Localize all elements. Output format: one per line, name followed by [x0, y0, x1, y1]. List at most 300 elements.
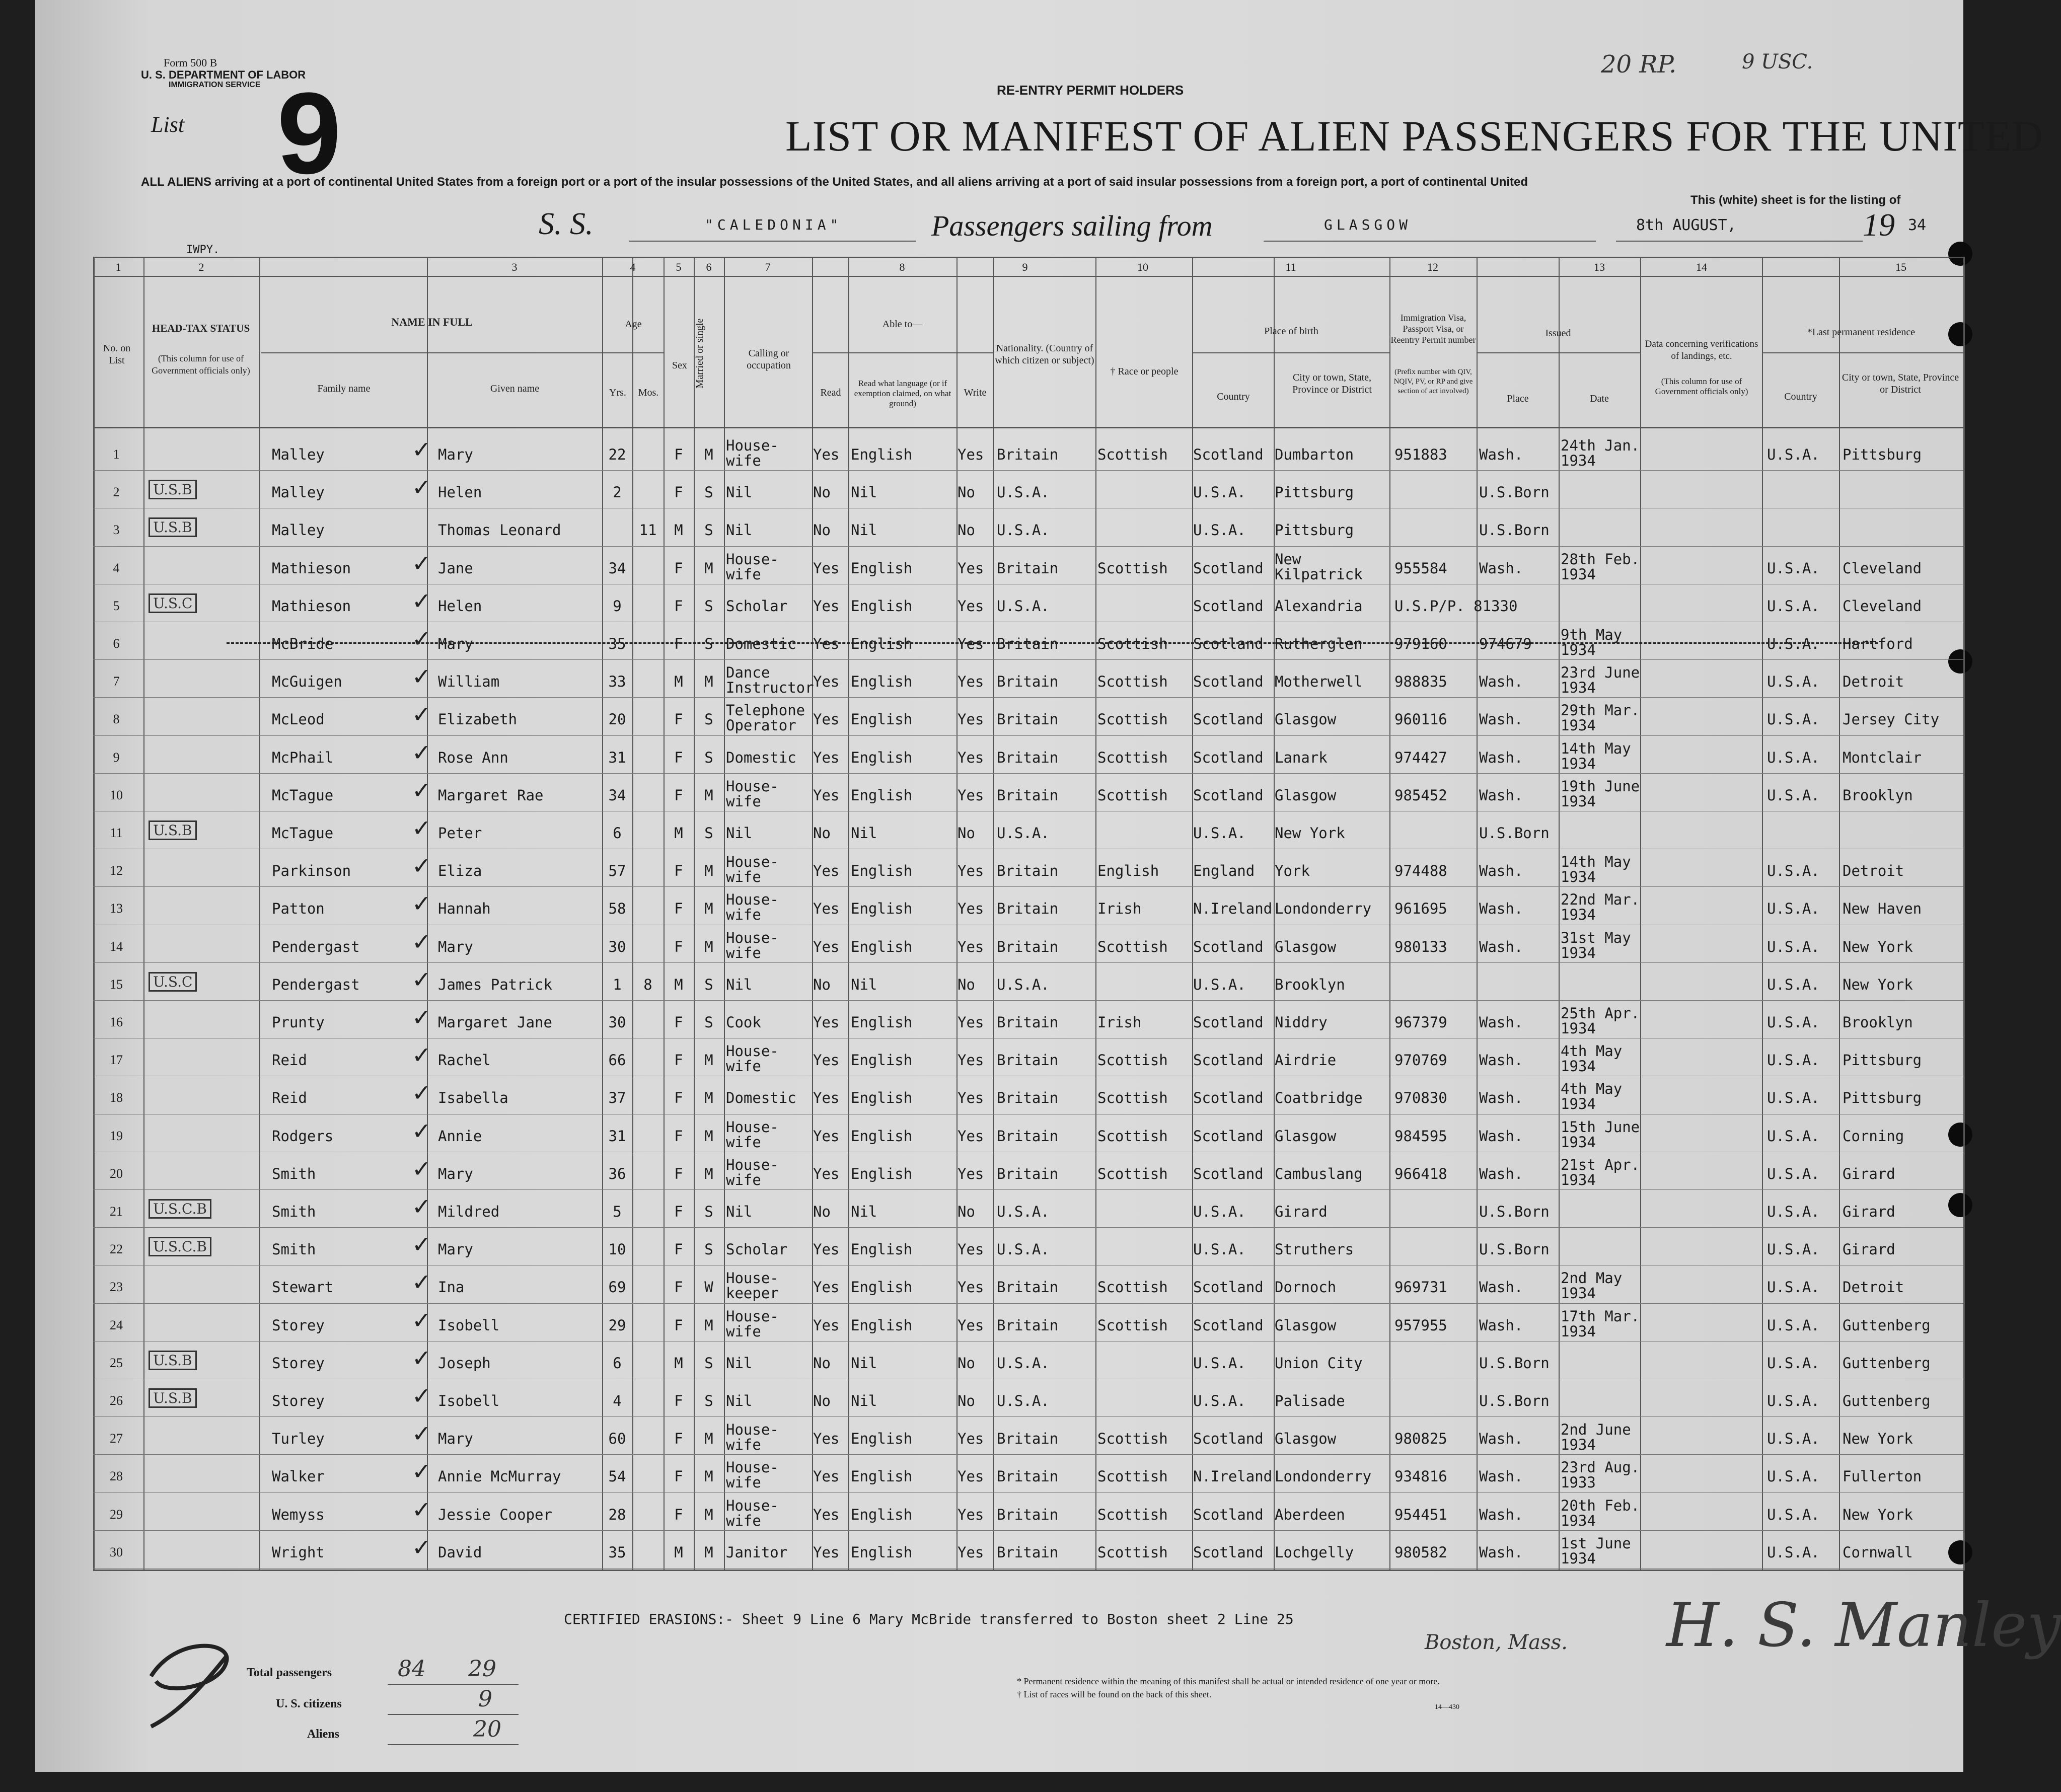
cell-country: N.Ireland: [1193, 900, 1273, 918]
cell-res-city: New Haven: [1843, 900, 1922, 918]
cell-res-country: U.S.A.: [1767, 1392, 1820, 1409]
cell-date: 31st May 1934: [1561, 929, 1631, 961]
cell-city: Glasgow: [1275, 1316, 1337, 1334]
cell-yrs: 57: [608, 862, 626, 880]
cell-nat: Britain: [997, 786, 1059, 804]
check-mark-icon: ✓: [412, 1079, 431, 1107]
cell-no: 19: [110, 1128, 123, 1143]
cell-country: Scotland: [1193, 559, 1264, 577]
cell-given: Rachel: [438, 1052, 491, 1069]
cell-res-city: Guttenberg: [1843, 1316, 1931, 1334]
cell-calling: House- wife: [726, 1497, 779, 1529]
cell-read: Yes: [813, 1506, 840, 1523]
cell-sex: F: [674, 900, 683, 918]
check-mark-icon: ✓: [412, 1496, 431, 1523]
column-number: 15: [1895, 261, 1906, 273]
cell-no: 5: [113, 598, 120, 613]
cell-lang: English: [851, 749, 913, 766]
cell-visa: 955584: [1394, 559, 1447, 577]
header-issued-place: Place: [1507, 393, 1529, 404]
cell-no: 28: [110, 1469, 123, 1484]
cell-sex: M: [674, 1354, 683, 1372]
cell-yrs: 30: [608, 1014, 626, 1031]
cell-place: Wash.: [1479, 938, 1523, 955]
cell-lang: Nil: [851, 1203, 877, 1220]
cell-res-country: U.S.A.: [1767, 1203, 1820, 1220]
cell-calling: Domestic: [726, 1089, 796, 1107]
cell-yrs: 22: [608, 446, 626, 463]
cell-family: Reid: [272, 1052, 307, 1069]
cell-nat: Britain: [997, 1506, 1059, 1523]
cell-nat: Britain: [997, 1089, 1059, 1107]
cell-ms: M: [704, 1052, 713, 1069]
cell-family: Patton: [272, 900, 325, 918]
cell-read: Yes: [813, 1543, 840, 1561]
cell-race: Scottish: [1097, 1052, 1168, 1069]
cell-ms: S: [704, 1392, 713, 1409]
cell-write: Yes: [958, 1430, 984, 1448]
cell-ms: S: [704, 1203, 713, 1220]
header-last-residence: *Last permanent residence: [1807, 327, 1916, 338]
cell-visa: 934816: [1394, 1468, 1447, 1485]
cell-read: Yes: [813, 900, 840, 918]
cell-lang: English: [851, 900, 913, 918]
service: IMMIGRATION SERVICE: [169, 81, 261, 89]
cell-given: Eliza: [438, 862, 482, 880]
cell-city: Union City: [1275, 1354, 1363, 1372]
cell-res-country: U.S.A.: [1767, 1014, 1820, 1031]
cell-place: Wash.: [1479, 749, 1523, 766]
cell-sex: F: [674, 635, 683, 652]
cell-family: Parkinson: [272, 862, 351, 880]
cell-read: No: [813, 825, 831, 842]
cell-city: Dumbarton: [1275, 446, 1354, 463]
cell-ms: M: [704, 786, 713, 804]
cell-calling: Scholar: [726, 1241, 788, 1258]
header-data-note: (This column for use of Government officials only): [1655, 377, 1748, 396]
cell-sex: F: [674, 1430, 683, 1448]
cell-read: Yes: [813, 597, 840, 615]
cell-ms: M: [704, 1468, 713, 1485]
cell-no: 8: [113, 712, 120, 727]
cell-res-country: U.S.A.: [1767, 1354, 1820, 1372]
cell-no: 23: [110, 1280, 123, 1295]
cell-visa: 984595: [1394, 1127, 1447, 1145]
check-mark-icon: ✓: [412, 1382, 431, 1409]
cell-sex: F: [674, 1506, 683, 1523]
cell-nat: Britain: [997, 1316, 1059, 1334]
cell-visa: 969731: [1394, 1279, 1447, 1296]
cell-place: Wash.: [1479, 786, 1523, 804]
cell-yrs: 34: [608, 559, 626, 577]
header-res-city: City or town, State, Province or District: [1842, 372, 1959, 395]
cell-no: 13: [110, 901, 123, 916]
cell-nat: Britain: [997, 635, 1059, 652]
cell-country: U.S.A.: [1193, 1203, 1246, 1220]
cell-res-country: U.S.A.: [1767, 711, 1820, 728]
cell-ms: M: [704, 559, 713, 577]
cell-date: 14th May 1934: [1561, 739, 1631, 772]
cell-read: Yes: [813, 938, 840, 955]
cell-write: Yes: [958, 1089, 984, 1107]
cell-nat: Britain: [997, 711, 1059, 728]
cell-no: 2: [113, 485, 120, 500]
cell-res-country: U.S.A.: [1767, 597, 1820, 615]
cell-calling: Janitor: [726, 1543, 788, 1561]
cell-family: Storey: [272, 1392, 325, 1409]
footnote-races: † List of races will be found on the back of this sheet.: [1017, 1689, 1212, 1699]
cell-yrs: 60: [608, 1430, 626, 1448]
cell-calling: House- wife: [726, 550, 779, 583]
cell-res-city: Cleveland: [1843, 559, 1922, 577]
cell-ms: M: [704, 1165, 713, 1182]
cell-read: Yes: [813, 862, 840, 880]
list-label: List: [151, 112, 185, 137]
cell-country: U.S.A.: [1193, 484, 1246, 501]
cell-visa: 974427: [1394, 749, 1447, 766]
cell-yrs: 20: [608, 711, 626, 728]
cell-city: Coatbridge: [1275, 1089, 1363, 1107]
cell-read: Yes: [813, 1468, 840, 1485]
column-number: 4: [630, 261, 636, 273]
cell-sex: M: [674, 673, 683, 691]
cell-lang: English: [851, 1543, 913, 1561]
cell-read: Yes: [813, 1127, 840, 1145]
cell-lang: English: [851, 673, 913, 691]
header-res-country: Country: [1784, 391, 1817, 402]
cell-given: Mary: [438, 938, 473, 955]
cell-lang: English: [851, 1165, 913, 1182]
table-row: [35, 849, 1963, 887]
cell-place: U.S.Born: [1479, 484, 1550, 501]
cell-yrs: 6: [613, 1354, 622, 1372]
cell-sex: F: [674, 862, 683, 880]
cell-res-city: Girard: [1843, 1203, 1895, 1220]
cell-write: Yes: [958, 673, 984, 691]
sailing-label: Passengers sailing from: [931, 209, 1213, 242]
cell-calling: Scholar: [726, 597, 788, 615]
footnote-residence: * Permanent residence within the meaning of this manifest shall be actual or intended residence of one year or more.: [1017, 1676, 1440, 1686]
cell-no: 16: [110, 1015, 123, 1029]
officer-signature: H. S. Manley: [1666, 1591, 2061, 1661]
table-row: [35, 736, 1963, 774]
cell-res-city: Guttenberg: [1843, 1354, 1931, 1372]
department: U. S. DEPARTMENT OF LABOR: [141, 68, 306, 81]
cell-family: Walker: [272, 1468, 325, 1485]
cell-family: Smith: [272, 1203, 316, 1220]
cell-given: Jessie Cooper: [438, 1506, 552, 1523]
cell-place: U.S.Born: [1479, 1354, 1550, 1372]
cell-city: Glasgow: [1275, 1127, 1337, 1145]
cell-visa: 979160: [1394, 635, 1447, 652]
table-row: [35, 622, 1963, 660]
cell-country: Scotland: [1193, 786, 1264, 804]
cell-race: Irish: [1097, 1014, 1142, 1031]
column-number: 9: [1022, 261, 1028, 273]
cell-city: Londonderry: [1275, 900, 1372, 918]
cell-sex: F: [674, 446, 683, 463]
cell-res-country: U.S.A.: [1767, 1165, 1820, 1182]
cell-no: 3: [113, 522, 120, 538]
cell-date: 23rd June 1934: [1561, 664, 1640, 697]
cell-write: No: [958, 976, 975, 993]
cell-write: Yes: [958, 1543, 984, 1561]
cell-no: 7: [113, 674, 120, 689]
cell-sex: F: [674, 484, 683, 501]
header-write: Write: [964, 387, 987, 398]
cell-sex: F: [674, 559, 683, 577]
check-mark-icon: ✓: [412, 814, 431, 842]
cell-family: Pendergast: [272, 938, 360, 955]
cell-res-country: U.S.A.: [1767, 1127, 1820, 1145]
cell-no: 1: [113, 447, 120, 462]
table-row: [35, 1341, 1963, 1379]
cell-res-city: Guttenberg: [1843, 1392, 1931, 1409]
cell-write: Yes: [958, 1506, 984, 1523]
cell-lang: English: [851, 1279, 913, 1296]
cell-visa: 980582: [1394, 1543, 1447, 1561]
cell-race: Scottish: [1097, 1316, 1168, 1334]
cell-no: 15: [110, 977, 123, 992]
cell-lang: English: [851, 446, 913, 463]
header-read-language: Read what language (or if exemption claimed, on what ground): [854, 379, 951, 408]
cell-res-country: U.S.A.: [1767, 1316, 1820, 1334]
cell-lang: English: [851, 938, 913, 955]
check-mark-icon: ✓: [412, 1117, 431, 1145]
cell-lang: Nil: [851, 484, 877, 501]
cell-date: 2nd June 1934: [1561, 1421, 1631, 1454]
cell-race: Scottish: [1097, 1468, 1168, 1485]
cell-read: Yes: [813, 559, 840, 577]
check-mark-icon: ✓: [412, 1193, 431, 1220]
cell-yrs: 10: [608, 1241, 626, 1258]
cell-place: U.S.Born: [1479, 825, 1550, 842]
punch-hole: [1948, 242, 1972, 266]
check-mark-icon: ✓: [412, 1231, 431, 1258]
cell-date: 17th Mar. 1934: [1561, 1307, 1640, 1340]
cell-family: Storey: [272, 1354, 325, 1372]
us-citizens-value: 9: [478, 1686, 492, 1712]
cell-yrs: 69: [608, 1279, 626, 1296]
cell-calling: Nil: [726, 1203, 753, 1220]
cell-ms: S: [704, 749, 713, 766]
cell-country: Scotland: [1193, 1430, 1264, 1448]
cell-city: Alexandria: [1275, 597, 1363, 615]
cell-visa: 960116: [1394, 711, 1447, 728]
column-number: 13: [1594, 261, 1605, 273]
column-number: 3: [511, 261, 518, 273]
cell-country: Scotland: [1193, 1279, 1264, 1296]
cell-read: Yes: [813, 1430, 840, 1448]
reentry-header: RE-ENTRY PERMIT HOLDERS: [997, 83, 1184, 98]
cell-yrs: 35: [608, 635, 626, 652]
head-tax-stamp: U.S.C: [149, 972, 197, 992]
cell-race: English: [1097, 862, 1159, 880]
cell-write: Yes: [958, 900, 984, 918]
cell-write: Yes: [958, 711, 984, 728]
cell-family: Malley: [272, 484, 325, 501]
cell-read: Yes: [813, 1279, 840, 1296]
cell-res-country: U.S.A.: [1767, 1430, 1820, 1448]
cell-sex: M: [674, 1543, 683, 1561]
cell-given: Peter: [438, 825, 482, 842]
cell-sex: M: [674, 976, 683, 993]
cell-given: Helen: [438, 484, 482, 501]
cell-race: Scottish: [1097, 559, 1168, 577]
head-tax-stamp: U.S.B: [149, 1388, 197, 1408]
cell-visa: 954451: [1394, 1506, 1447, 1523]
cell-res-country: U.S.A.: [1767, 446, 1820, 463]
cell-write: Yes: [958, 1241, 984, 1258]
manifest-subtitle: ALL ALIENS arriving at a port of continental United States from a foreign port or a port of the insular possessions of the United States, and all aliens arriving at a port of said insular possessions from a foreign port, a port of continental United: [141, 175, 1528, 189]
cell-calling: Nil: [726, 521, 753, 539]
cell-ms: M: [704, 1127, 713, 1145]
cell-nat: U.S.A.: [997, 1241, 1050, 1258]
cell-date: 23rd Aug. 1933: [1561, 1459, 1640, 1491]
cell-date: 21st Apr. 1934: [1561, 1156, 1640, 1188]
cell-ms: M: [704, 1543, 713, 1561]
cell-city: Glasgow: [1275, 786, 1337, 804]
cell-city: Lanark: [1275, 749, 1328, 766]
cell-place: Wash.: [1479, 1014, 1523, 1031]
head-tax-stamp: U.S.B: [149, 480, 197, 499]
cell-res-city: Montclair: [1843, 749, 1922, 766]
table-row: [35, 774, 1963, 811]
cell-lang: English: [851, 1468, 913, 1485]
table-row: [35, 1493, 1963, 1531]
cell-sex: M: [674, 521, 683, 539]
cell-sex: M: [674, 825, 683, 842]
cell-given: Jane: [438, 559, 473, 577]
manifest-title: LIST OR MANIFEST OF ALIEN PASSENGERS FOR THE UNITED: [785, 112, 2044, 160]
cell-date: 24th Jan. 1934: [1561, 437, 1640, 469]
cell-given: Mary: [438, 1241, 473, 1258]
cell-yrs: 35: [608, 1543, 626, 1561]
header-no-on-list: No. on List: [103, 343, 131, 366]
header-yrs: Yrs.: [609, 387, 626, 398]
cell-visa: 967379: [1394, 1014, 1447, 1031]
cell-family: Reid: [272, 1089, 307, 1107]
cell-calling: House- wife: [726, 1118, 779, 1151]
cell-sex: F: [674, 938, 683, 955]
cell-family: Malley: [272, 521, 325, 539]
cell-res-city: Jersey City: [1843, 711, 1940, 728]
cell-read: No: [813, 484, 831, 501]
cell-calling: Telephone Operator: [726, 702, 805, 734]
cell-family: Pendergast: [272, 976, 360, 993]
cell-given: Elizabeth: [438, 711, 518, 728]
cell-race: Scottish: [1097, 1089, 1168, 1107]
cell-lang: English: [851, 1052, 913, 1069]
cell-lang: English: [851, 559, 913, 577]
ship-name: "CALEDONIA": [705, 216, 843, 233]
check-mark-icon: ✓: [412, 625, 431, 652]
cell-yrs: 2: [613, 484, 622, 501]
cell-given: Mary: [438, 1430, 473, 1448]
cell-yrs: 54: [608, 1468, 626, 1485]
cell-res-country: U.S.A.: [1767, 673, 1820, 691]
cell-given: Mary: [438, 635, 473, 652]
cell-res-country: U.S.A.: [1767, 749, 1820, 766]
cell-nat: U.S.A.: [997, 521, 1050, 539]
check-mark-icon: ✓: [412, 701, 431, 728]
cell-given: Margaret Jane: [438, 1014, 552, 1031]
cell-sex: F: [674, 1052, 683, 1069]
aliens-value: 20: [473, 1716, 501, 1742]
cell-place: 974679: [1479, 635, 1532, 652]
column-number: 1: [115, 261, 121, 273]
cell-ms: M: [704, 1089, 713, 1107]
cell-city: New York: [1275, 825, 1345, 842]
cell-city: Cambuslang: [1275, 1165, 1363, 1182]
check-mark-icon: ✓: [412, 890, 431, 918]
cell-race: Scottish: [1097, 1506, 1168, 1523]
cell-place: Wash.: [1479, 1506, 1523, 1523]
cell-city: Pittsburg: [1275, 521, 1354, 539]
cell-yrs: 5: [613, 1203, 622, 1220]
cell-read: No: [813, 1392, 831, 1409]
cell-city: Rutherglen: [1275, 635, 1363, 652]
cell-res-country: U.S.A.: [1767, 786, 1820, 804]
header-head-tax-note: (This column for use of Government officials only): [152, 353, 250, 376]
cell-country: Scotland: [1193, 1316, 1264, 1334]
cell-write: Yes: [958, 559, 984, 577]
cell-calling: House- wife: [726, 1307, 779, 1340]
cell-res-city: Cleveland: [1843, 597, 1922, 615]
cell-read: Yes: [813, 711, 840, 728]
cell-date: 4th May 1934: [1561, 1080, 1623, 1113]
cell-ms: S: [704, 1241, 713, 1258]
port-name: GLASGOW: [1324, 216, 1412, 233]
table-row: [35, 1379, 1963, 1417]
cell-country: Scotland: [1193, 1089, 1264, 1107]
cell-res-country: U.S.A.: [1767, 1052, 1820, 1069]
form-number: Form 500 B: [164, 56, 217, 69]
cell-read: No: [813, 521, 831, 539]
cell-res-city: Girard: [1843, 1165, 1895, 1182]
cell-write: Yes: [958, 1165, 984, 1182]
cell-read: Yes: [813, 1316, 840, 1334]
cell-city: Palisade: [1275, 1392, 1345, 1409]
cell-city: Airdrie: [1275, 1052, 1337, 1069]
table-row: [35, 1455, 1963, 1492]
cell-sex: F: [674, 1014, 683, 1031]
cell-no: 14: [110, 939, 123, 954]
cell-date: 1st June 1934: [1561, 1534, 1631, 1567]
check-mark-icon: ✓: [412, 663, 431, 691]
cell-visa: 985452: [1394, 786, 1447, 804]
cell-city: Glasgow: [1275, 938, 1337, 955]
cell-place: U.S.Born: [1479, 1241, 1550, 1258]
cell-nat: Britain: [997, 900, 1059, 918]
head-tax-stamp: U.S.C.B: [149, 1199, 211, 1219]
cell-lang: Nil: [851, 1354, 877, 1372]
cell-given: Isobell: [438, 1392, 500, 1409]
cell-family: Mathieson: [272, 597, 351, 615]
head-tax-stamp: U.S.B: [149, 517, 197, 537]
cell-city: York: [1275, 862, 1310, 880]
cell-lang: English: [851, 1014, 913, 1031]
cell-given: William: [438, 673, 500, 691]
cell-race: Scottish: [1097, 1279, 1168, 1296]
cell-calling: House- wife: [726, 1156, 779, 1188]
cell-country: Scotland: [1193, 749, 1264, 766]
cell-place: Wash.: [1479, 1430, 1523, 1448]
cell-calling: Nil: [726, 825, 753, 842]
cell-place: Wash.: [1479, 559, 1523, 577]
cell-calling: House- wife: [726, 853, 779, 886]
cell-read: Yes: [813, 749, 840, 766]
